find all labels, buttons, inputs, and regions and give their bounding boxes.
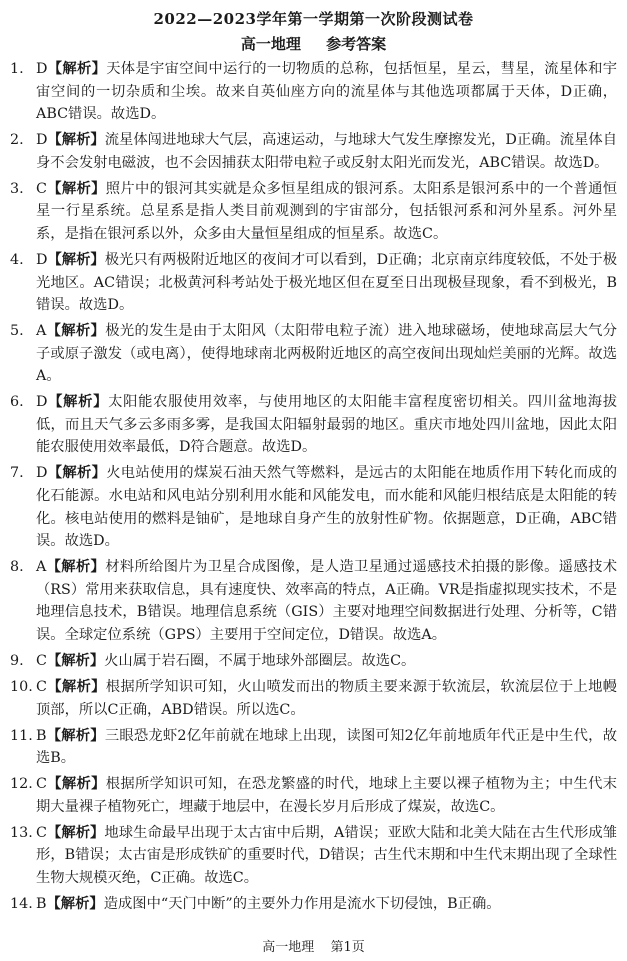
analysis-text: 材料所给图片为卫星合成图像，是人造卫星通过遥感技术拍摄的影像。遥感技术（RS）常用来获取信息，具有速度快、效率高的特点，A正确。VR是指虚拟现实技术，不是地理信息技术，B错误。地理信息系统（GIS）主要对地理空间数据进行处理、分析等，C错误。全球定位系统（GPS）主要用于空间定位，D错误。故选A。 xyxy=(36,559,618,643)
answer-item xyxy=(0,822,627,890)
analysis-tag: 【解析】 xyxy=(46,559,106,576)
answer-item xyxy=(0,462,627,552)
analysis-text: 根据所学知识可知，火山喷发而出的物质主要来源于软流层，软流层位于上地幔顶部，所以C正确，ABD错误。所以选C。 xyxy=(36,678,618,718)
analysis-text: 火电站使用的煤炭石油天然气等燃料，是远古的太阳能在地质作用下转化而成的化石能源。水电站和风电站分别利用水能和风能发电，而水能和风能归根结底是太阳能的转化。核电站使用的燃料是铀矿，是地球自身产生的放射性矿物。依据题意，D正确，ABC错误。故选D。 xyxy=(36,465,618,550)
question-number: 2. xyxy=(10,132,24,149)
answer-letter: D xyxy=(36,61,48,77)
question-number: 5. xyxy=(10,323,24,340)
document-subtitle xyxy=(0,33,627,54)
question-number: 12. xyxy=(10,776,33,793)
question-number: 7. xyxy=(10,465,24,482)
question-number: 9. xyxy=(10,652,24,669)
analysis-tag: 【解析】 xyxy=(47,132,105,149)
answer-item xyxy=(0,129,627,174)
answer-list xyxy=(0,58,627,919)
analysis-text: 地球生命最早出现于太古宙中后期，A错误；亚欧大陆和北美大陆在古生代形成雏形，B错误；太古宙是形成铁矿的重要时代，D错误；古生代末期和中生代末期出现了全球性生物大规模灭绝，C正确。故选C。 xyxy=(36,824,618,886)
answer-key-label: 参考答案 xyxy=(326,35,387,53)
question-number: 1. xyxy=(10,61,24,77)
answer-item xyxy=(0,320,627,388)
analysis-text: 根据所学知识可知，在恐龙繁盛的时代，地球上主要以裸子植物为主；中生代末期大量裸子植物死亡，埋藏于地层中，在漫长岁月后形成了煤炭，故选C。 xyxy=(36,776,618,815)
analysis-text: 极光的发生是由于太阳风（太阳带电粒子流）进入地球磁场，使地球高层大气分子或原子激发（或电离），使得地球南北两极附近地区的高空夜间出现灿烂美丽的光辉。故选A。 xyxy=(36,323,618,385)
answer-item xyxy=(0,725,627,770)
analysis-tag: 【解析】 xyxy=(46,895,104,912)
analysis-tag: 【解析】 xyxy=(47,465,107,482)
answer-letter: D xyxy=(36,251,48,268)
answer-letter: B xyxy=(36,895,47,912)
answer-letter: C xyxy=(36,776,47,793)
analysis-tag: 【解析】 xyxy=(46,727,105,744)
answer-item xyxy=(0,893,627,916)
analysis-tag: 【解析】 xyxy=(46,180,106,197)
answer-item xyxy=(0,178,627,246)
analysis-text: 照片中的银河其实就是众多恒星组成的银河系。太阳系是银河系中的一个普通恒星一行星系统。总星系是指人类目前观测到的宇宙部分，包括银河系和河外星系。河外星系，是指在银河系以外，众多由大量恒星组成的恒星系。故选C。 xyxy=(36,180,618,242)
answer-letter: C xyxy=(36,652,47,669)
analysis-text: 天体是宇宙空间中运行的一切物质的总称，包括恒星，星云，彗星，流星体和宇宙空间的一切杂质和尘埃。故来自英仙座方向的流星体与其他选项都属于天体，D正确，ABC错误。故选D。 xyxy=(36,61,618,123)
question-number: 14. xyxy=(10,895,33,912)
footer-subject: 高一地理 xyxy=(262,940,315,955)
page-footer xyxy=(0,936,627,955)
analysis-text: 火山属于岩石圈，不属于地球外部圈层。故选C。 xyxy=(104,652,416,669)
analysis-text: 太阳能农服使用效率，与使用地区的太阳能丰富程度密切相关。四川盆地海拔低，而且天气多云多雨多雾，是我国太阳辐射最弱的地区。重庆市地处四川盆地，因此太阳能农服使用效率最低，D符合题意。故选D。 xyxy=(36,394,618,456)
answer-item xyxy=(0,676,627,721)
answer-item xyxy=(0,249,627,317)
question-number: 3. xyxy=(10,180,24,197)
analysis-tag: 【解析】 xyxy=(46,323,106,340)
answer-letter: A xyxy=(36,559,47,576)
analysis-tag: 【解析】 xyxy=(47,251,105,268)
answer-item xyxy=(0,391,627,459)
subject-label: 高一地理 xyxy=(240,35,301,53)
footer-page-number: 第1页 xyxy=(330,940,365,955)
analysis-tag: 【解析】 xyxy=(46,824,105,841)
answer-letter: C xyxy=(36,180,47,197)
question-number: 6. xyxy=(10,394,24,411)
analysis-text: 极光只有两极附近地区的夜间才可以看到，D正确；北京南京纬度较低，不处于极光地区。AC错误；北极黄河科考站处于极光地区但在夏至日出现极昼现象，看不到极光，B错误。故选D。 xyxy=(36,251,617,314)
question-number: 10. xyxy=(10,678,33,695)
question-number: 11. xyxy=(10,727,33,744)
analysis-tag: 【解析】 xyxy=(46,776,106,793)
answer-letter: A xyxy=(36,323,47,340)
answer-item xyxy=(0,58,627,126)
answer-letter: D xyxy=(36,465,48,482)
answer-letter: D xyxy=(36,394,48,411)
analysis-tag: 【解析】 xyxy=(46,652,105,669)
analysis-text: 三眼恐龙虾2亿年前就在地球上出现，读图可知2亿年前地质年代正是中生代，故选B。 xyxy=(36,727,617,767)
answer-letter: B xyxy=(36,727,47,744)
analysis-text: 造成图中“天门中断”的主要外力作用是流水下切侵蚀，B正确。 xyxy=(103,895,501,912)
answer-item xyxy=(0,773,627,818)
analysis-tag: 【解析】 xyxy=(46,678,106,695)
analysis-text: 流星体闯进地球大气层，高速运动，与地球大气发生摩擦发光，D正确。流星体自身不会发射电磁波，也不会因捕获太阳带电粒子或反射太阳光而发光，ABC错误。故选D。 xyxy=(36,132,617,171)
answer-letter: D xyxy=(36,132,48,149)
analysis-tag: 【解析】 xyxy=(47,61,107,77)
answer-item xyxy=(0,650,627,673)
question-number: 13. xyxy=(10,824,33,841)
answer-letter: C xyxy=(36,824,47,841)
analysis-tag: 【解析】 xyxy=(47,394,109,411)
question-number: 4. xyxy=(10,251,24,268)
document-title: 2022—2023学年第一学期第一次阶段测试卷 xyxy=(153,10,474,28)
answer-item xyxy=(0,556,627,646)
question-number: 8. xyxy=(10,559,24,576)
answer-letter: C xyxy=(36,678,47,695)
